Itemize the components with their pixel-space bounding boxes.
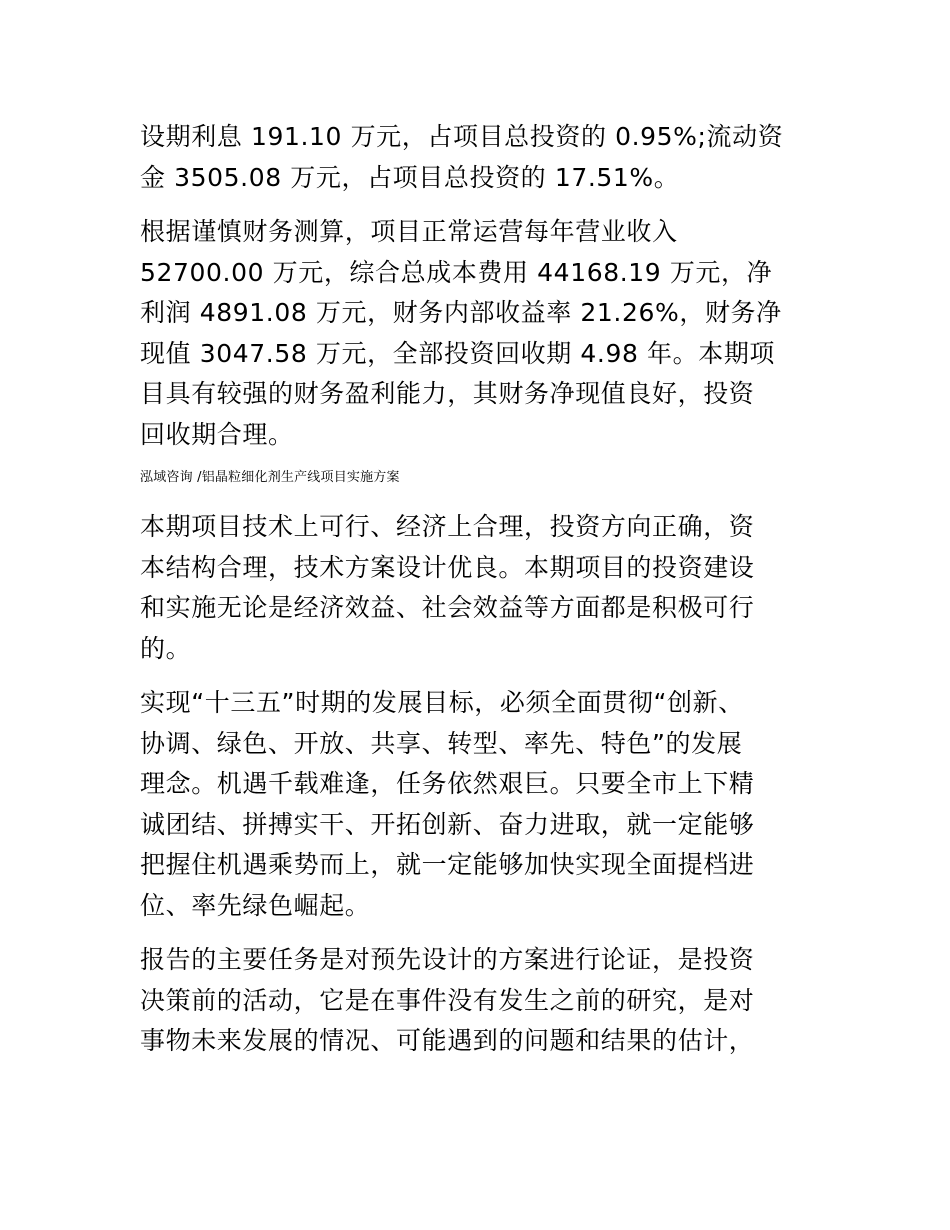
text-line: 位、率先绿色崛起。 xyxy=(140,890,371,920)
text-line: 事物未来发展的情况、可能遇到的问题和结果的估计， xyxy=(140,1026,755,1055)
text-line: 设期利息 191.10 万元，占项目总投资的 0.95%;流动资 xyxy=(140,122,784,151)
text-line: 本期项目技术上可行、经济上合理，投资方向正确，资 xyxy=(140,512,755,541)
text-line: 利润 4891.08 万元，财务内部收益率 21.26%，财务净 xyxy=(140,298,782,327)
text-line: 本结构合理，技术方案设计优良。本期项目的投资建设 xyxy=(140,552,755,582)
text-line: 的。 xyxy=(140,633,192,663)
text-line: 实现“十三五”时期的发展目标，必须全面贯彻“创新、 xyxy=(140,688,744,717)
text-line: 诚团结、拼搏实干、开拓创新、奋力进取，就一定能够 xyxy=(140,809,755,839)
paragraph-financial-estimate xyxy=(140,212,805,455)
text-line: 根据谨慎财务测算，项目正常运营每年营业收入 xyxy=(140,217,678,246)
paragraph-gap xyxy=(140,926,805,940)
text-line: 把握住机遇乘势而上，就一定能够加快实现全面提档进 xyxy=(140,850,755,879)
text-line: 现值 3047.58 万元，全部投资回收期 4.98 年。本期项 xyxy=(140,338,776,368)
paragraph-gap xyxy=(140,198,805,212)
paragraph-feasibility xyxy=(140,507,805,669)
text-line: 决策前的活动，它是在事件没有发生之前的研究，是对 xyxy=(140,985,755,1015)
text-line: 52700.00 万元，综合总成本费用 44168.19 万元，净 xyxy=(140,257,773,287)
text-line: 目具有较强的财务盈利能力，其财务净现值良好，投资 xyxy=(140,379,755,408)
text-line: 理念。机遇千载难逢，任务依然艰巨。只要全市上下精 xyxy=(140,769,755,798)
document-body xyxy=(140,117,805,1062)
paragraph-development-goals xyxy=(140,683,805,926)
paragraph-investment-interest xyxy=(140,117,805,198)
text-line: 回收期合理。 xyxy=(140,419,294,449)
text-line: 和实施无论是经济效益、社会效益等方面都是积极可行 xyxy=(140,593,755,622)
running-header: 泓域咨询 /铝晶粒细化剂生产线项目实施方案 xyxy=(140,470,400,485)
text-line: 金 3505.08 万元，占项目总投资的 17.51%。 xyxy=(140,162,680,192)
paragraph-report-task xyxy=(140,940,805,1062)
text-line: 报告的主要任务是对预先设计的方案进行论证，是投资 xyxy=(140,945,755,974)
paragraph-gap xyxy=(140,669,805,683)
text-line: 协调、绿色、开放、共享、转型、率先、特色”的发展 xyxy=(140,728,743,758)
